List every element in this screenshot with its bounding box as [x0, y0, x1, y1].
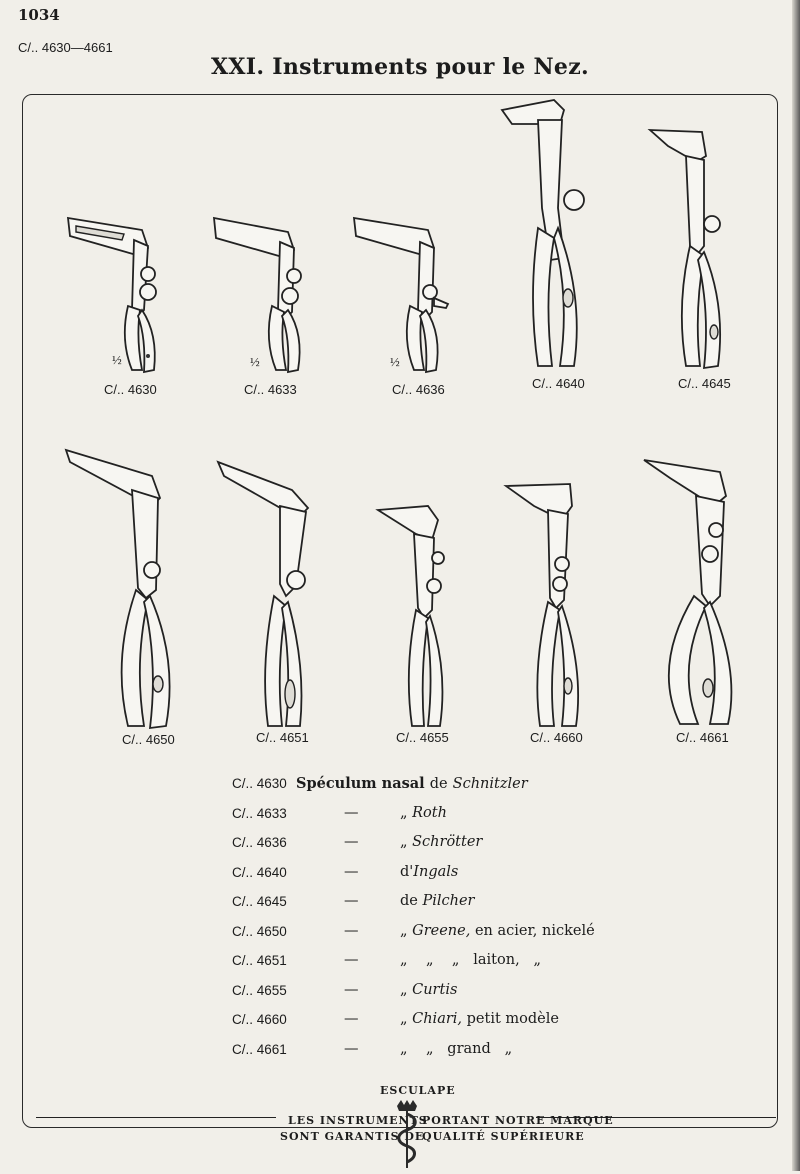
speculum-4640-illustration — [498, 98, 598, 370]
ditto-dash: — — [344, 952, 359, 968]
ditto-dash: — — [344, 804, 359, 821]
catalog-description: „ „ „ laiton, „ — [400, 952, 542, 968]
caduceus-logo-icon — [394, 1100, 420, 1174]
figure-caption: C/.. 4633 — [244, 382, 297, 397]
figure-caption: C/.. 4655 — [396, 730, 449, 745]
catalog-description: „ „ grand „ — [400, 1040, 513, 1057]
figure-caption: C/.. 4640 — [532, 376, 585, 391]
ditto-dash: — — [344, 1011, 359, 1027]
catalog-row — [232, 979, 652, 1009]
speculum-4651-illustration — [214, 456, 314, 732]
catalog-row — [232, 1038, 652, 1068]
catalog-code: C/.. 4633 — [232, 805, 287, 821]
ditto-dash: — — [344, 922, 359, 939]
catalog-description: „ Roth — [400, 804, 447, 821]
half-size-mark: ½ — [390, 354, 400, 369]
footer-left-line1: LES INSTRUMENTS — [288, 1114, 428, 1127]
catalog-list — [232, 772, 652, 1067]
catalog-row — [232, 772, 652, 802]
footer-right-line2: QUALITÉ SUPÉRIEURE — [422, 1130, 585, 1143]
catalog-code: C/.. 4645 — [232, 894, 287, 909]
ditto-dash: — — [344, 834, 359, 850]
page-title: XXI. Instruments pour le Nez. — [211, 54, 589, 80]
footer-rule-left — [36, 1117, 276, 1118]
catalog-code: C/.. 4636 — [232, 835, 287, 850]
catalog-code: C/.. 4650 — [232, 923, 287, 939]
catalog-code: C/.. 4655 — [232, 982, 287, 998]
catalog-description: „ Chiari, petit modèle — [400, 1011, 559, 1027]
catalog-code: C/.. 4660 — [232, 1012, 287, 1027]
catalog-description: „ Curtis — [400, 981, 458, 998]
catalog-code: C/.. 4640 — [232, 864, 287, 880]
page-edge — [792, 0, 800, 1171]
figure-caption: C/.. 4630 — [104, 382, 157, 397]
catalog-range: C/.. 4630—4661 — [18, 40, 113, 55]
footer-left-line2: SONT GARANTIS DE — [280, 1130, 425, 1143]
catalog-lead-title: Spéculum nasal de Schnitzler — [296, 775, 528, 792]
catalog-row — [232, 920, 652, 950]
catalog-row — [232, 861, 652, 891]
ditto-dash: — — [344, 893, 359, 909]
half-size-mark: ½ — [112, 352, 122, 367]
catalog-description: de Pilcher — [400, 893, 475, 909]
figure-caption: C/.. 4650 — [122, 732, 175, 747]
catalog-row — [232, 890, 652, 920]
catalog-row — [232, 949, 652, 979]
catalog-code: C/.. 4661 — [232, 1041, 287, 1057]
speculum-4650-illustration — [62, 440, 178, 730]
figure-caption: C/.. 4661 — [676, 730, 729, 745]
figure-caption: C/.. 4645 — [678, 376, 731, 391]
trademark-footer — [0, 1084, 800, 1170]
catalog-row — [232, 831, 652, 861]
speculum-4660-illustration — [504, 480, 590, 730]
catalog-description: „ Greene, en acier, nickelé — [400, 922, 595, 939]
catalog-row — [232, 1008, 652, 1038]
catalog-description: d'Ingals — [400, 863, 459, 880]
catalog-row — [232, 802, 652, 832]
ditto-dash: — — [344, 981, 359, 998]
catalog-code: C/.. 4630 — [232, 776, 287, 791]
footer-right-line1: PORTANT NOTRE MARQUE — [422, 1114, 614, 1127]
catalog-description: „ Schrötter — [400, 834, 483, 850]
figure-caption: C/.. 4636 — [392, 382, 445, 397]
ditto-dash: — — [344, 1040, 359, 1057]
page-number: 1034 — [18, 6, 60, 24]
ditto-dash: — — [344, 863, 359, 880]
figure-caption: C/.. 4660 — [530, 730, 583, 745]
catalog-code: C/.. 4651 — [232, 953, 287, 968]
brand-name: ESCULAPE — [380, 1084, 456, 1097]
speculum-4661-illustration — [640, 456, 740, 728]
speculum-4655-illustration — [376, 500, 456, 730]
speculum-4636-illustration — [350, 208, 450, 378]
speculum-4633-illustration — [210, 208, 310, 378]
figure-caption: C/.. 4651 — [256, 730, 309, 745]
speculum-4645-illustration — [646, 126, 736, 376]
half-size-mark: ½ — [250, 354, 260, 369]
